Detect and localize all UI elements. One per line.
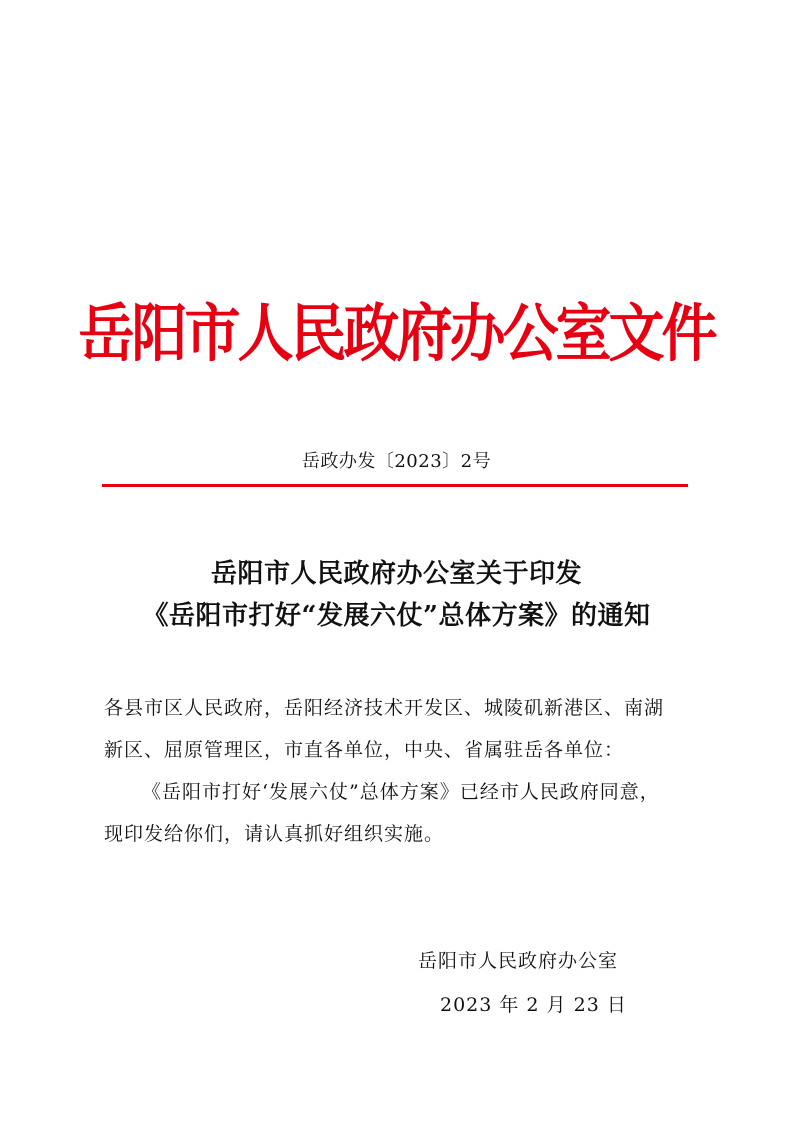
- addressee-line-2: 新区、屈原管理区，市直各单位，中央、省属驻岳各单位：: [104, 739, 625, 761]
- issuer-signature: 岳阳市人民政府办公室: [418, 950, 619, 972]
- body-paragraph-line-1: 《岳阳市打好‘发展六仗”总体方案》已经市人民政府同意，: [142, 781, 660, 803]
- red-separator-line: [102, 484, 688, 487]
- red-header-title: 岳阳市人民政府办公室文件: [78, 297, 715, 371]
- issue-date: 2023 年 2 月 23 日: [440, 994, 627, 1016]
- body-paragraph-line-2: 现印发给你们，请认真抓好组织实施。: [104, 823, 445, 845]
- document-number: 岳政办发〔2023〕2号: [301, 451, 492, 472]
- document-title: [0, 553, 793, 637]
- addressee-line-1: 各县市区人民政府，岳阳经济技术开发区、城陵矶新港区、南湖: [104, 697, 665, 719]
- document-title-line-2: 《岳阳市打好“发展六仗”总体方案》的通知: [142, 601, 651, 631]
- document-title-line-1: 岳阳市人民政府办公室关于印发: [210, 559, 582, 589]
